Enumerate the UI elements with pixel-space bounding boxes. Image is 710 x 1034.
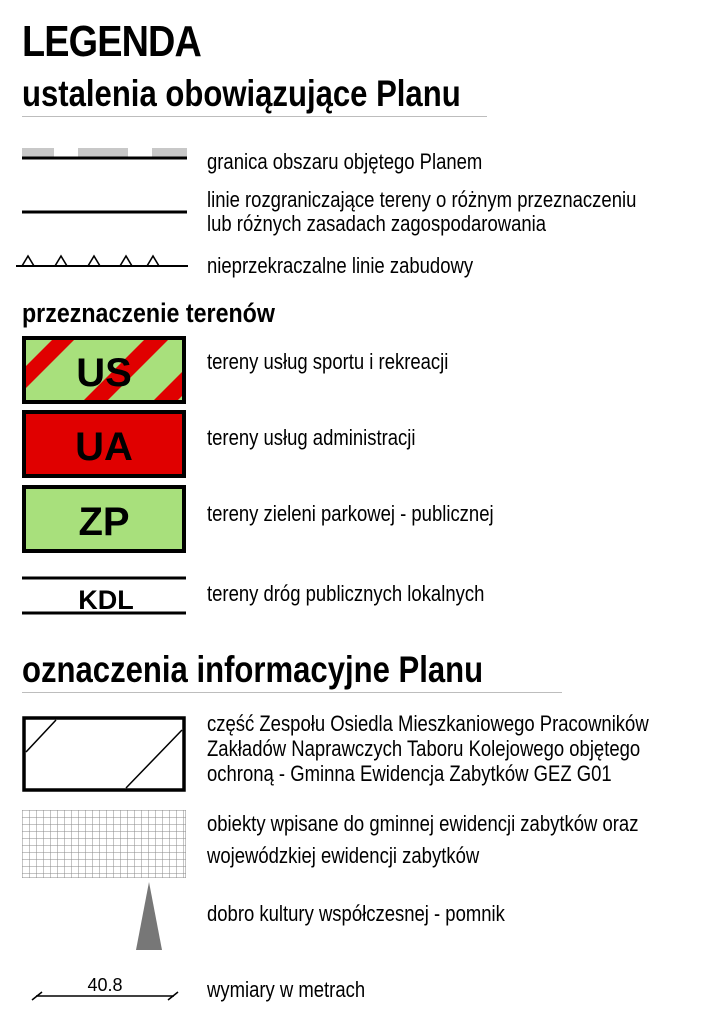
info-heading-underline (22, 692, 562, 693)
heritage-zone-symbol (22, 716, 186, 792)
monument-triangle-icon (134, 880, 164, 952)
demarcation-label-line-1: linie rozgraniczające tereny o różnym przeznaczeniu (207, 187, 637, 212)
zone-ua-code: UA (75, 425, 133, 469)
zone-us-code: US (76, 351, 132, 395)
dimension-label: wymiary w metrach (207, 977, 366, 1002)
zone-kdl-symbol (22, 573, 186, 617)
binding-heading: ustalenia obowiązujące Planu (22, 73, 461, 114)
heritage-zone-label-line-3: ochroną - Gminna Ewidencja Zabytków GEZ G01 (207, 761, 612, 786)
plan-boundary-symbol (22, 145, 187, 165)
heritage-zone-label-line-1: część Zespołu Osiedla Mieszkaniowego Pracowników (207, 711, 649, 736)
zone-zp-code: ZP (78, 500, 130, 544)
zone-us-symbol (22, 336, 186, 404)
demarcation-label-line-2: lub różnych zasadach zagospodarowania (207, 211, 547, 236)
zone-kdl-label: tereny dróg publicznych lokalnych (207, 581, 485, 606)
building-line-symbol (16, 252, 188, 270)
zone-ua-label: tereny usług administracji (207, 425, 416, 450)
zone-ua-symbol (22, 410, 186, 478)
zone-kdl-code: KDL (78, 585, 134, 615)
binding-heading-underline (22, 116, 487, 117)
monument-label: dobro kultury współczesnej - pomnik (207, 901, 505, 926)
plan-boundary-label: granica obszaru objętego Planem (207, 149, 483, 174)
grid-hatch-label-line-1: obiekty wpisane do gminnej ewidencji zabytków oraz (207, 811, 639, 836)
zone-us-label: tereny usług sportu i rekreacji (207, 349, 449, 374)
land-use-heading: przeznaczenie terenów (22, 298, 275, 328)
info-heading: oznaczenia informacyjne Planu (22, 649, 484, 690)
demarcation-line-symbol (22, 208, 187, 216)
dimension-line-symbol (30, 972, 180, 1002)
zone-zp-label: tereny zieleni parkowej - publicznej (207, 501, 494, 526)
legend-title: LEGENDA (22, 17, 201, 66)
grid-hatch-symbol (22, 810, 186, 878)
zone-zp-symbol (22, 485, 186, 553)
heritage-zone-label-line-2: Zakładów Naprawczych Taboru Kolejowego objętego (207, 736, 641, 761)
grid-hatch-label-line-2: wojewódzkiej ewidencji zabytków (207, 843, 480, 868)
building-line-label: nieprzekraczalne linie zabudowy (207, 253, 474, 278)
dimension-value: 40.8 (87, 975, 123, 995)
